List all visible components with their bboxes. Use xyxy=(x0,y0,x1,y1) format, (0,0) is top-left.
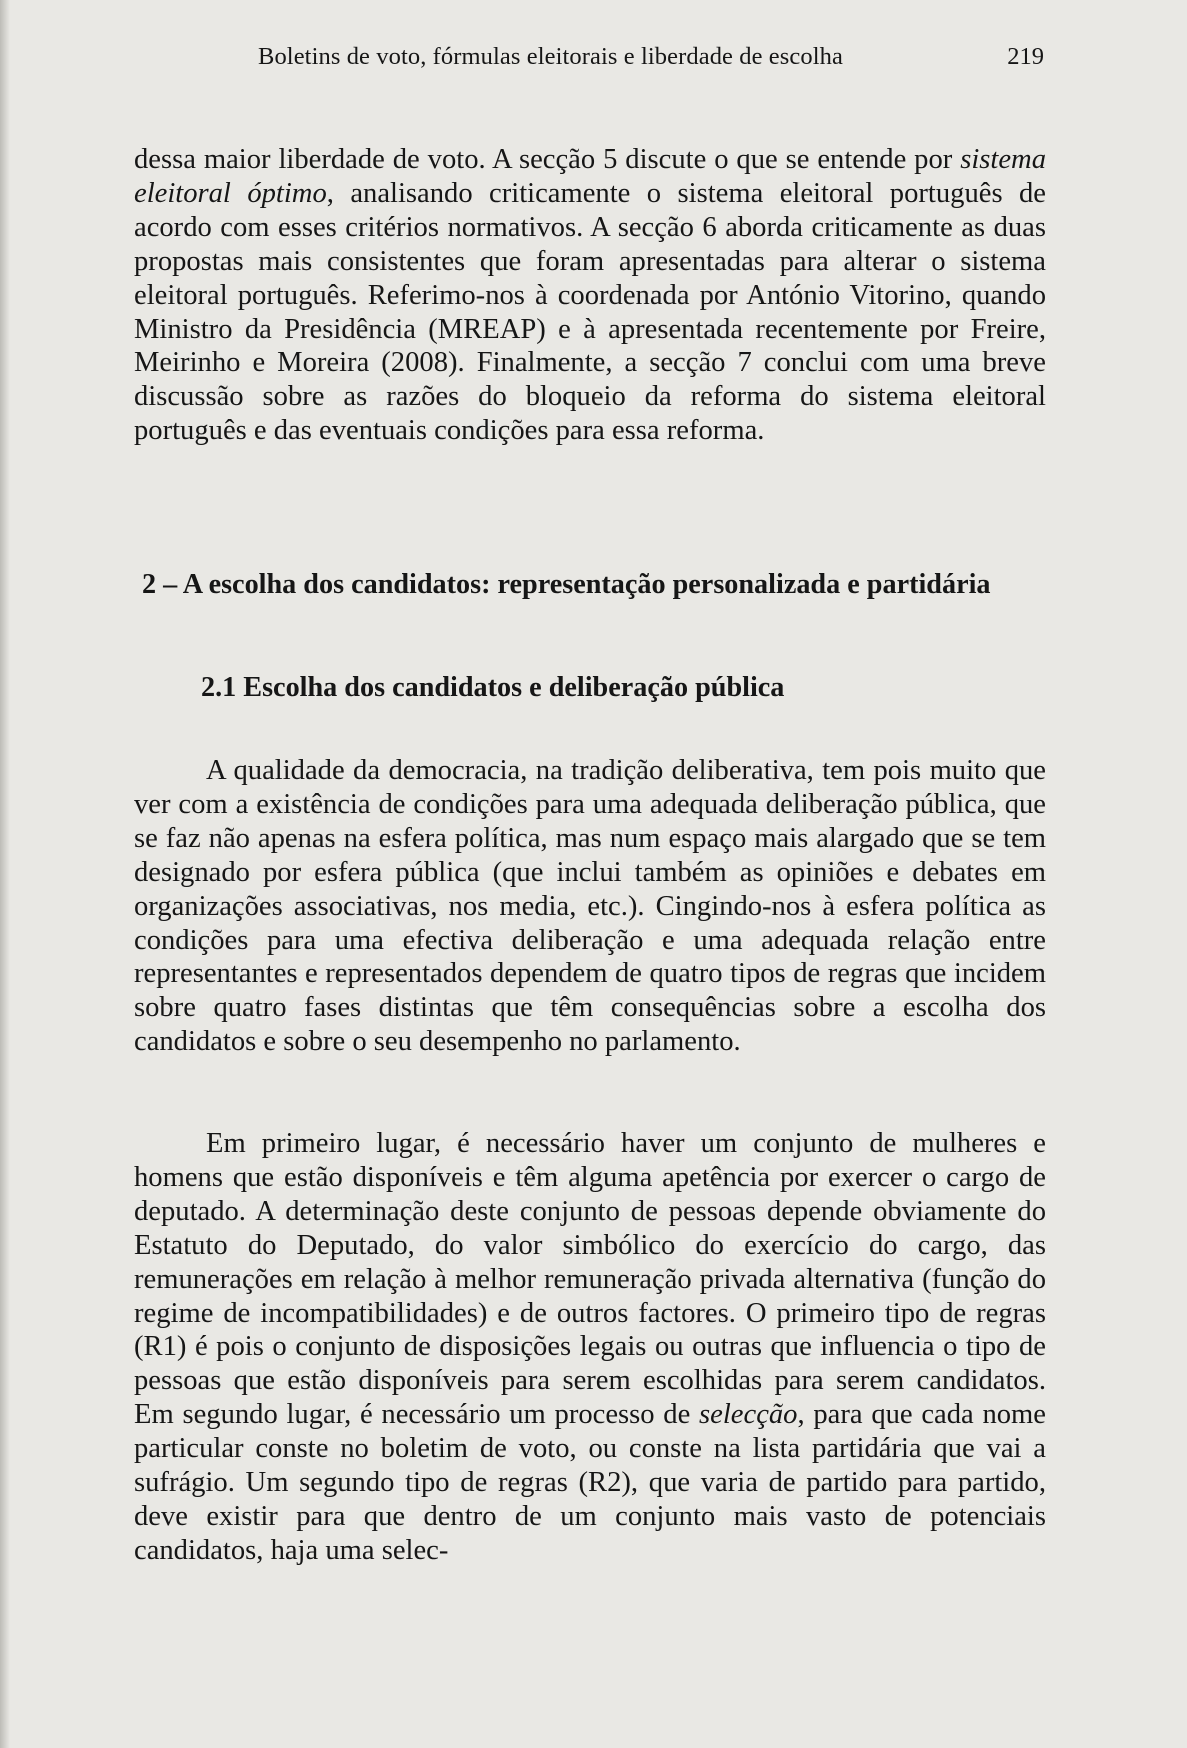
running-header xyxy=(124,43,1046,79)
page-edge-shadow xyxy=(0,0,10,1748)
text-run: dessa maior liberdade de voto. A secção 5 discute o que se entende por xyxy=(134,144,961,175)
section-heading: 2 – A escolha dos candidatos: representação personalizada e partidária xyxy=(142,569,991,600)
subsection-heading: 2.1 Escolha dos candidatos e deliberação pública xyxy=(201,672,785,703)
italic-term: sistema eleitoral óptimo xyxy=(134,144,1046,209)
text-run: Em primeiro lugar, é necessário haver um conjunto de mulheres e homens que estão disponíveis e têm alguma apetência por exercer o cargo de deputado. A determinação deste conjunto de pessoas depende obviamente do Estatuto do Deputado, do valor simbólico do exercício do cargo, das remunerações em relação à melhor remuneração privada alternativa (função do regime de incompatibilidades) e de outros factores. O primeiro tipo de regras (R1) é pois o conjunto de disposições legais ou outras que influencia o tipo de pessoas que estão disponíveis para serem escolhidas para serem candidatos. Em segundo lugar, é necessário um processo de xyxy=(134,1128,1046,1431)
italic-term: selecção xyxy=(699,1399,798,1431)
page-number: 219 xyxy=(1007,43,1044,70)
paragraph-deliberation: A qualidade da democracia, na tradição deliberativa, tem pois muito que ver com a existência de condições para uma adequada deliberação pública, que se faz não apenas na esfera política, mas num espaço mais alargado que se tem designado por esfera pública (que inclui também as opiniões e debates em organizações associativas, nos media, etc.). Cingindo-nos à esfera política as condições para uma efectiva deliberação e uma adequada relação entre representantes e representados dependem de quatro tipos de regras que incidem sobre quatro fases distintas que têm consequências sobre a escolha dos candidatos e sobre o seu desempenho no parlamento. xyxy=(134,755,1046,1058)
paragraph-rules xyxy=(134,1127,1046,1568)
text-run: , para que cada nome particular conste no boletim de voto, ou conste na lista partidária que vai a sufrágio. Um segundo tipo de regras (R2), que varia de partido para partido, deve existir para que dentro de um conjunto mais vasto de potenciais candidatos, haja uma selec- xyxy=(134,1399,1046,1566)
text-run: , analisando criticamente o sistema eleitoral português de acordo com esses critérios normativos. A secção 6 aborda criticamente as duas propostas mais consistentes que foram apresentadas para alterar o sistema eleitoral português. Referimo-nos à coordenada por António Vitorino, quando Ministro da Presidência (MREAP) e à apresentada recentemente por Freire, Meirinho e Moreira (2008). Finalmente, a secção 7 conclui com uma breve discussão sobre as razões do bloqueio da reforma do sistema eleitoral português e das eventuais condições para essa reforma. xyxy=(134,177,1046,447)
running-title: Boletins de voto, fórmulas eleitorais e liberdade de escolha xyxy=(258,43,843,70)
paragraph-intro-outline xyxy=(134,143,1046,448)
